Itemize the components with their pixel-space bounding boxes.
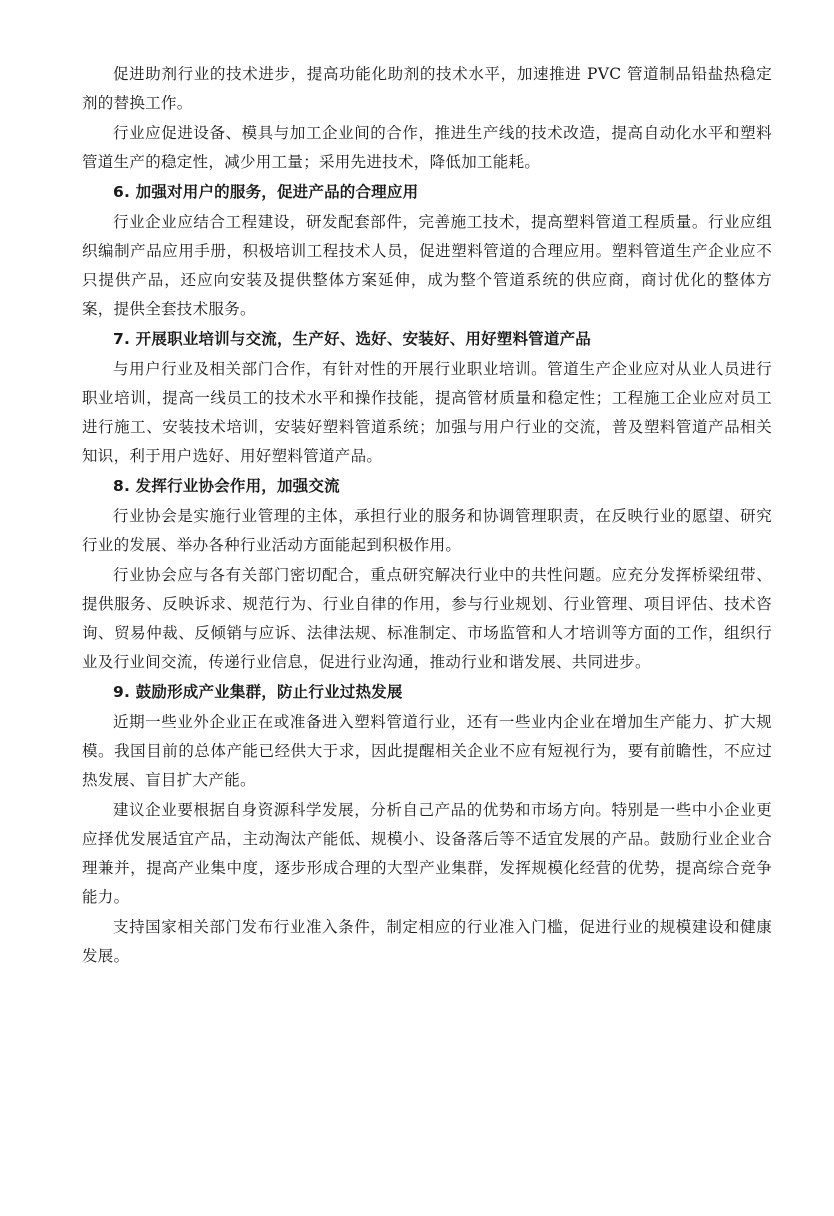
- section-heading-9: 9. 鼓励形成产业集群，防止行业过热发展: [113, 683, 403, 701]
- paragraph-vocational-training: 与用户行业及相关部门合作，有针对性的开展行业职业培训。管道生产企业应对从业人员进行职业培训，提高一线员工的技术水平和操作技能，提高管材质量和稳定性；工程施工企业应对员工进行施工、安装技术培训，安装好塑料管道系统；加强与用户行业的交流，普及塑料管道产品相关知识，利于用户选好、用好塑料管道产品。: [82, 360, 772, 465]
- paragraph-additive-tech: 促进助剂行业的技术进步，提高功能化助剂的技术水平，加速推进 PVC 管道制品铅盐热稳定剂的替换工作。: [82, 65, 772, 112]
- paragraph-user-service: 行业企业应结合工程建设，研发配套部件，完善施工技术，提高塑料管道工程质量。行业应组织编制产品应用手册，积极培训工程技术人员，促进塑料管道的合理应用。塑料管道生产企业应不只提供产品，还应向安装及提供整体方案延伸，成为整个管道系统的供应商，商讨优化的整体方案，提供全套技术服务。: [82, 213, 772, 318]
- paragraph-enterprise-advice: 建议企业要根据自身资源科学发展，分析自己产品的优势和市场方向。特别是一些中小企业更应择优发展适宜产品，主动淘汰产能低、规模小、设备落后等不适宜发展的产品。鼓励行业企业合理兼并，提高产业集中度，逐步形成合理的大型产业集群，发挥规模化经营的优势，提高综合竞争能力。: [82, 801, 772, 906]
- document-page: [82, 60, 772, 972]
- paragraph-capacity-warning: 近期一些业外企业正在或准备进入塑料管道行业，还有一些业内企业在增加生产能力、扩大规模。我国目前的总体产能已经供大于求，因此提醒相关企业不应有短视行为，要有前瞻性，不应过热发展、盲目扩大产能。: [82, 713, 772, 789]
- paragraph-equipment-cooperation: 行业应促进设备、模具与加工企业间的合作，推进生产线的技术改造，提高自动化水平和塑料管道生产的稳定性，减少用工量；采用先进技术，降低加工能耗。: [82, 124, 772, 171]
- section-heading-8: 8. 发挥行业协会作用，加强交流: [113, 477, 340, 495]
- paragraph-access-conditions: 支持国家相关部门发布行业准入条件，制定相应的行业准入门槛，促进行业的规模建设和健康发展。: [82, 918, 772, 965]
- section-heading-6: 6. 加强对用户的服务，促进产品的合理应用: [113, 183, 419, 201]
- paragraph-association-role: 行业协会是实施行业管理的主体，承担行业的服务和协调管理职责，在反映行业的愿望、研究行业的发展、举办各种行业活动方面能起到积极作用。: [82, 507, 772, 554]
- paragraph-association-cooperation: 行业协会应与各有关部门密切配合，重点研究解决行业中的共性问题。应充分发挥桥梁纽带、提供服务、反映诉求、规范行为、行业自律的作用，参与行业规划、行业管理、项目评估、技术咨询、贸易仲裁、反倾销与应诉、法律法规、标准制定、市场监管和人才培训等方面的工作，组织行业及行业间交流，传递行业信息，促进行业沟通，推动行业和谐发展、共同进步。: [82, 566, 772, 671]
- section-heading-7: 7. 开展职业培训与交流，生产好、选好、安装好、用好塑料管道产品: [113, 330, 591, 348]
